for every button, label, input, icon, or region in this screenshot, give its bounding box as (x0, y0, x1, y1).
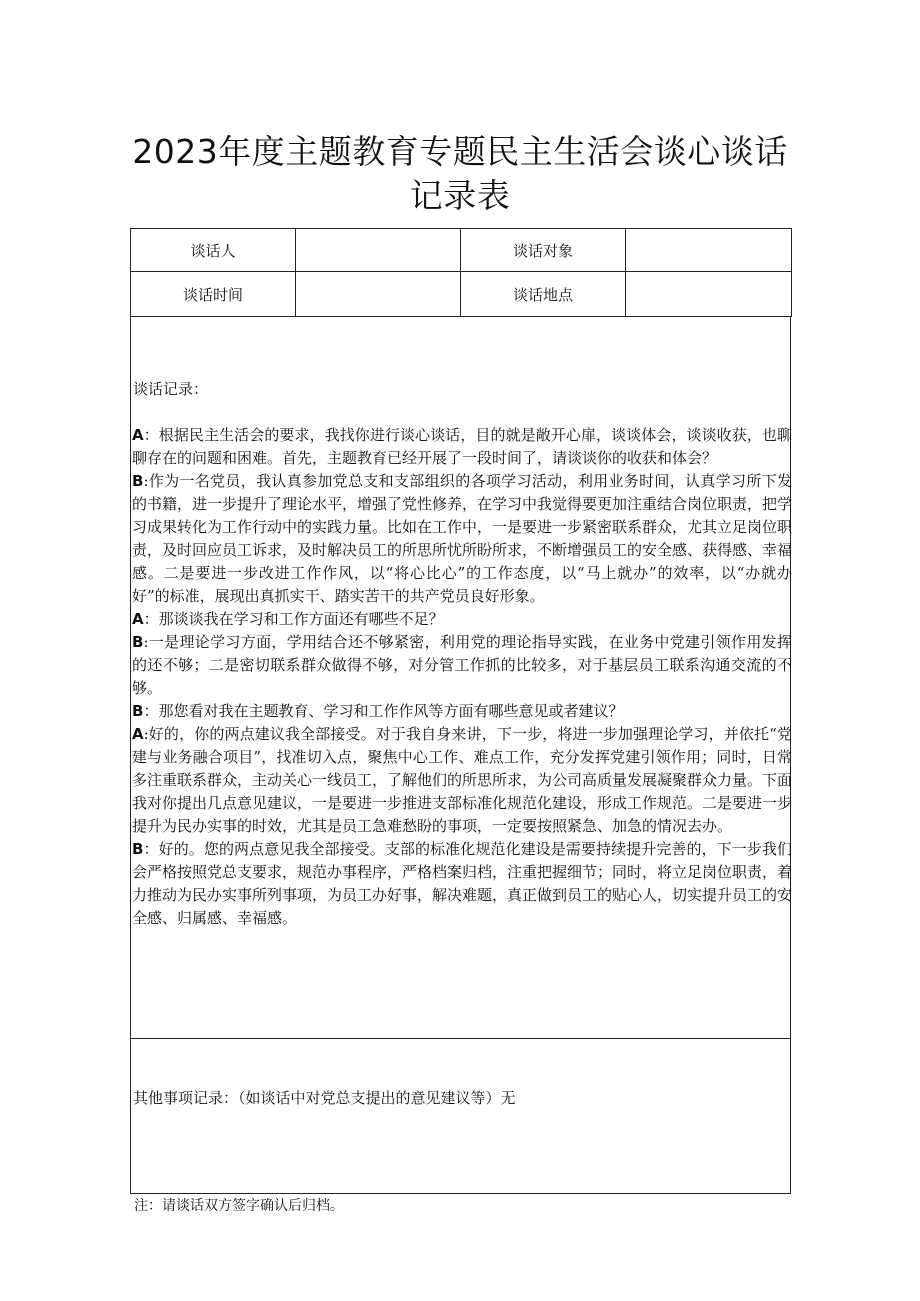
talker-label: 谈话人 (131, 229, 296, 272)
dialogue-text: 根据民主生活会的要求，我找你进行谈心谈话，目的就是敞开心扉，谈谈体会，谈谈收获，也聊聊存在的问题和困难。首先，主题教育已经开展了一段时间了，请谈谈你的收获和体会？ (132, 426, 792, 467)
record-section (130, 316, 791, 1039)
dialogue-line: B：好的。您的两点意见我全部接受。支部的标准化规范化建设是需要持续提升完善的，下一步我们会严格按照党总支要求，规范办事程序，严格档案归档，注重把握细节；同时，将立足岗位职责，着力推动为民办实事所列事项，为员工办好事，解决难题，真正做到员工的贴心人，切实提升员工的安全感、归属感、幸福感。 (132, 840, 793, 927)
dialogue-line: B:作为一名党员，我认真参加党总支和支部组织的各项学习活动，利用业务时间，认真学习所下发的书籍，进一步提升了理论水平，增强了党性修养，在学习中我觉得要更加注重结合岗位职责，把学习成果转化为工作行动中的实践力量。比如在工作中，一是要进一步紧密联系群众，尤其立足岗位职责，及时回应员工诉求，及时解决员工的所思所忧所盼所求，不断增强员工的安全感、获得感、幸福感。二是要进一步改进工作作风，以“将心比心”的工作态度，以“马上就办”的效率，以“办就办好”的标准，展现出真抓实干、踏实苦干的共产党员良好形象。 (132, 472, 793, 605)
place-label: 谈话地点 (461, 272, 626, 317)
time-field[interactable] (296, 272, 461, 317)
dialogue-line: A：那谈谈我在学习和工作方面还有哪些不足？ (132, 610, 444, 628)
speaker-label: B (132, 840, 144, 858)
time-label: 谈话时间 (131, 272, 296, 317)
talker-field[interactable] (296, 229, 461, 272)
dialogue-text: 好的，你的两点建议我全部接受。对于我自身来讲，下一步，将进一步加强理论学习，并依托“党建与业务融合项目”，找准切入点，聚焦中心工作、难点工作，充分发挥党建引领作用；同时，日常多注重联系群众，主动关心一线员工，了解他们的所思所求，为公司高质量发展凝聚群众力量。下面我对你提出几点意见建议，一是要进一步推进支部标准化规范化建设，形成工作规范。二是要进一步提升为民办实事的时效，尤其是员工急难愁盼的事项，一定要按照紧急、加急的情况去办。 (132, 725, 793, 835)
document-title: 2023年度主题教育专题民主生活会谈心谈话记录表 (132, 132, 788, 215)
dialogue-line: B:一是理论学习方面，学用结合还不够紧密，利用党的理论指导实践，在业务中党建引领作用发挥的还不够；二是密切联系群众做得不够，对分管工作抓的比较多，对于基层员工联系沟通交流的不够。 (132, 633, 792, 697)
record-label: 谈话记录： (133, 380, 209, 398)
speaker-label: A (132, 426, 144, 444)
info-row-2 (131, 272, 792, 317)
other-matters-section (130, 1039, 791, 1194)
target-field[interactable] (626, 229, 792, 272)
place-field[interactable] (626, 272, 792, 317)
speaker-label: B (132, 472, 144, 490)
speaker-label: B (132, 633, 144, 651)
dialogue-text: 一是理论学习方面，学用结合还不够紧密，利用党的理论指导实践，在业务中党建引领作用发挥的还不够；二是密切联系群众做得不够，对分管工作抓的比较多，对于基层员工联系沟通交流的不够。 (132, 633, 792, 697)
footnote: 注：请谈话双方签字确认后归档。 (134, 1198, 344, 1214)
dialogue-text: 那谈谈我在学习和工作方面还有哪些不足？ (158, 610, 444, 628)
dialogue-line: A：根据民主生活会的要求，我找你进行谈心谈话，目的就是敞开心扉，谈谈体会，谈谈收获，也聊聊存在的问题和困难。首先，主题教育已经开展了一段时间了，请谈谈你的收获和体会？ (132, 426, 792, 467)
speaker-label: A (132, 725, 144, 743)
other-matters-text: 其他事项记录：（如谈话中对党总支提出的意见建议等）无 (133, 1089, 516, 1107)
info-row-1 (131, 229, 792, 272)
dialogue-record (132, 424, 792, 930)
target-label: 谈话对象 (461, 229, 626, 272)
dialogue-text: 好的。您的两点意见我全部接受。支部的标准化规范化建设是需要持续提升完善的，下一步我们会严格按照党总支要求，规范办事程序，严格档案归档，注重把握细节；同时，将立足岗位职责，着力推动为民办实事所列事项，为员工办好事，解决难题，真正做到员工的贴心人，切实提升员工的安全感、归属感、幸福感。 (132, 840, 793, 927)
dialogue-text: 那您看对我在主题教育、学习和工作作风等方面有哪些意见或者建议？ (158, 702, 624, 720)
speaker-label: A (132, 610, 144, 628)
dialogue-line: B：那您看对我在主题教育、学习和工作作风等方面有哪些意见或者建议？ (132, 702, 624, 720)
dialogue-text: 作为一名党员，我认真参加党总支和支部组织的各项学习活动，利用业务时间，认真学习所下发的书籍，进一步提升了理论水平，增强了党性修养，在学习中我觉得要更加注重结合岗位职责，把学习成果转化为工作行动中的实践力量。比如在工作中，一是要进一步紧密联系群众，尤其立足岗位职责，及时回应员工诉求，及时解决员工的所思所忧所盼所求，不断增强员工的安全感、获得感、幸福感。二是要进一步改进工作作风，以“将心比心”的工作态度，以“马上就办”的效率，以“办就办好”的标准，展现出真抓实干、踏实苦干的共产党员良好形象。 (132, 472, 793, 605)
dialogue-line: A:好的，你的两点建议我全部接受。对于我自身来讲，下一步，将进一步加强理论学习，并依托“党建与业务融合项目”，找准切入点，聚焦中心工作、难点工作，充分发挥党建引领作用；同时，日常多注重联系群众，主动关心一线员工，了解他们的所思所求，为公司高质量发展凝聚群众力量。下面我对你提出几点意见建议，一是要进一步推进支部标准化规范化建设，形成工作规范。二是要进一步提升为民办实事的时效，尤其是员工急难愁盼的事项，一定要按照紧急、加急的情况去办。 (132, 725, 793, 835)
info-table (130, 228, 792, 317)
speaker-label: B (132, 702, 144, 720)
